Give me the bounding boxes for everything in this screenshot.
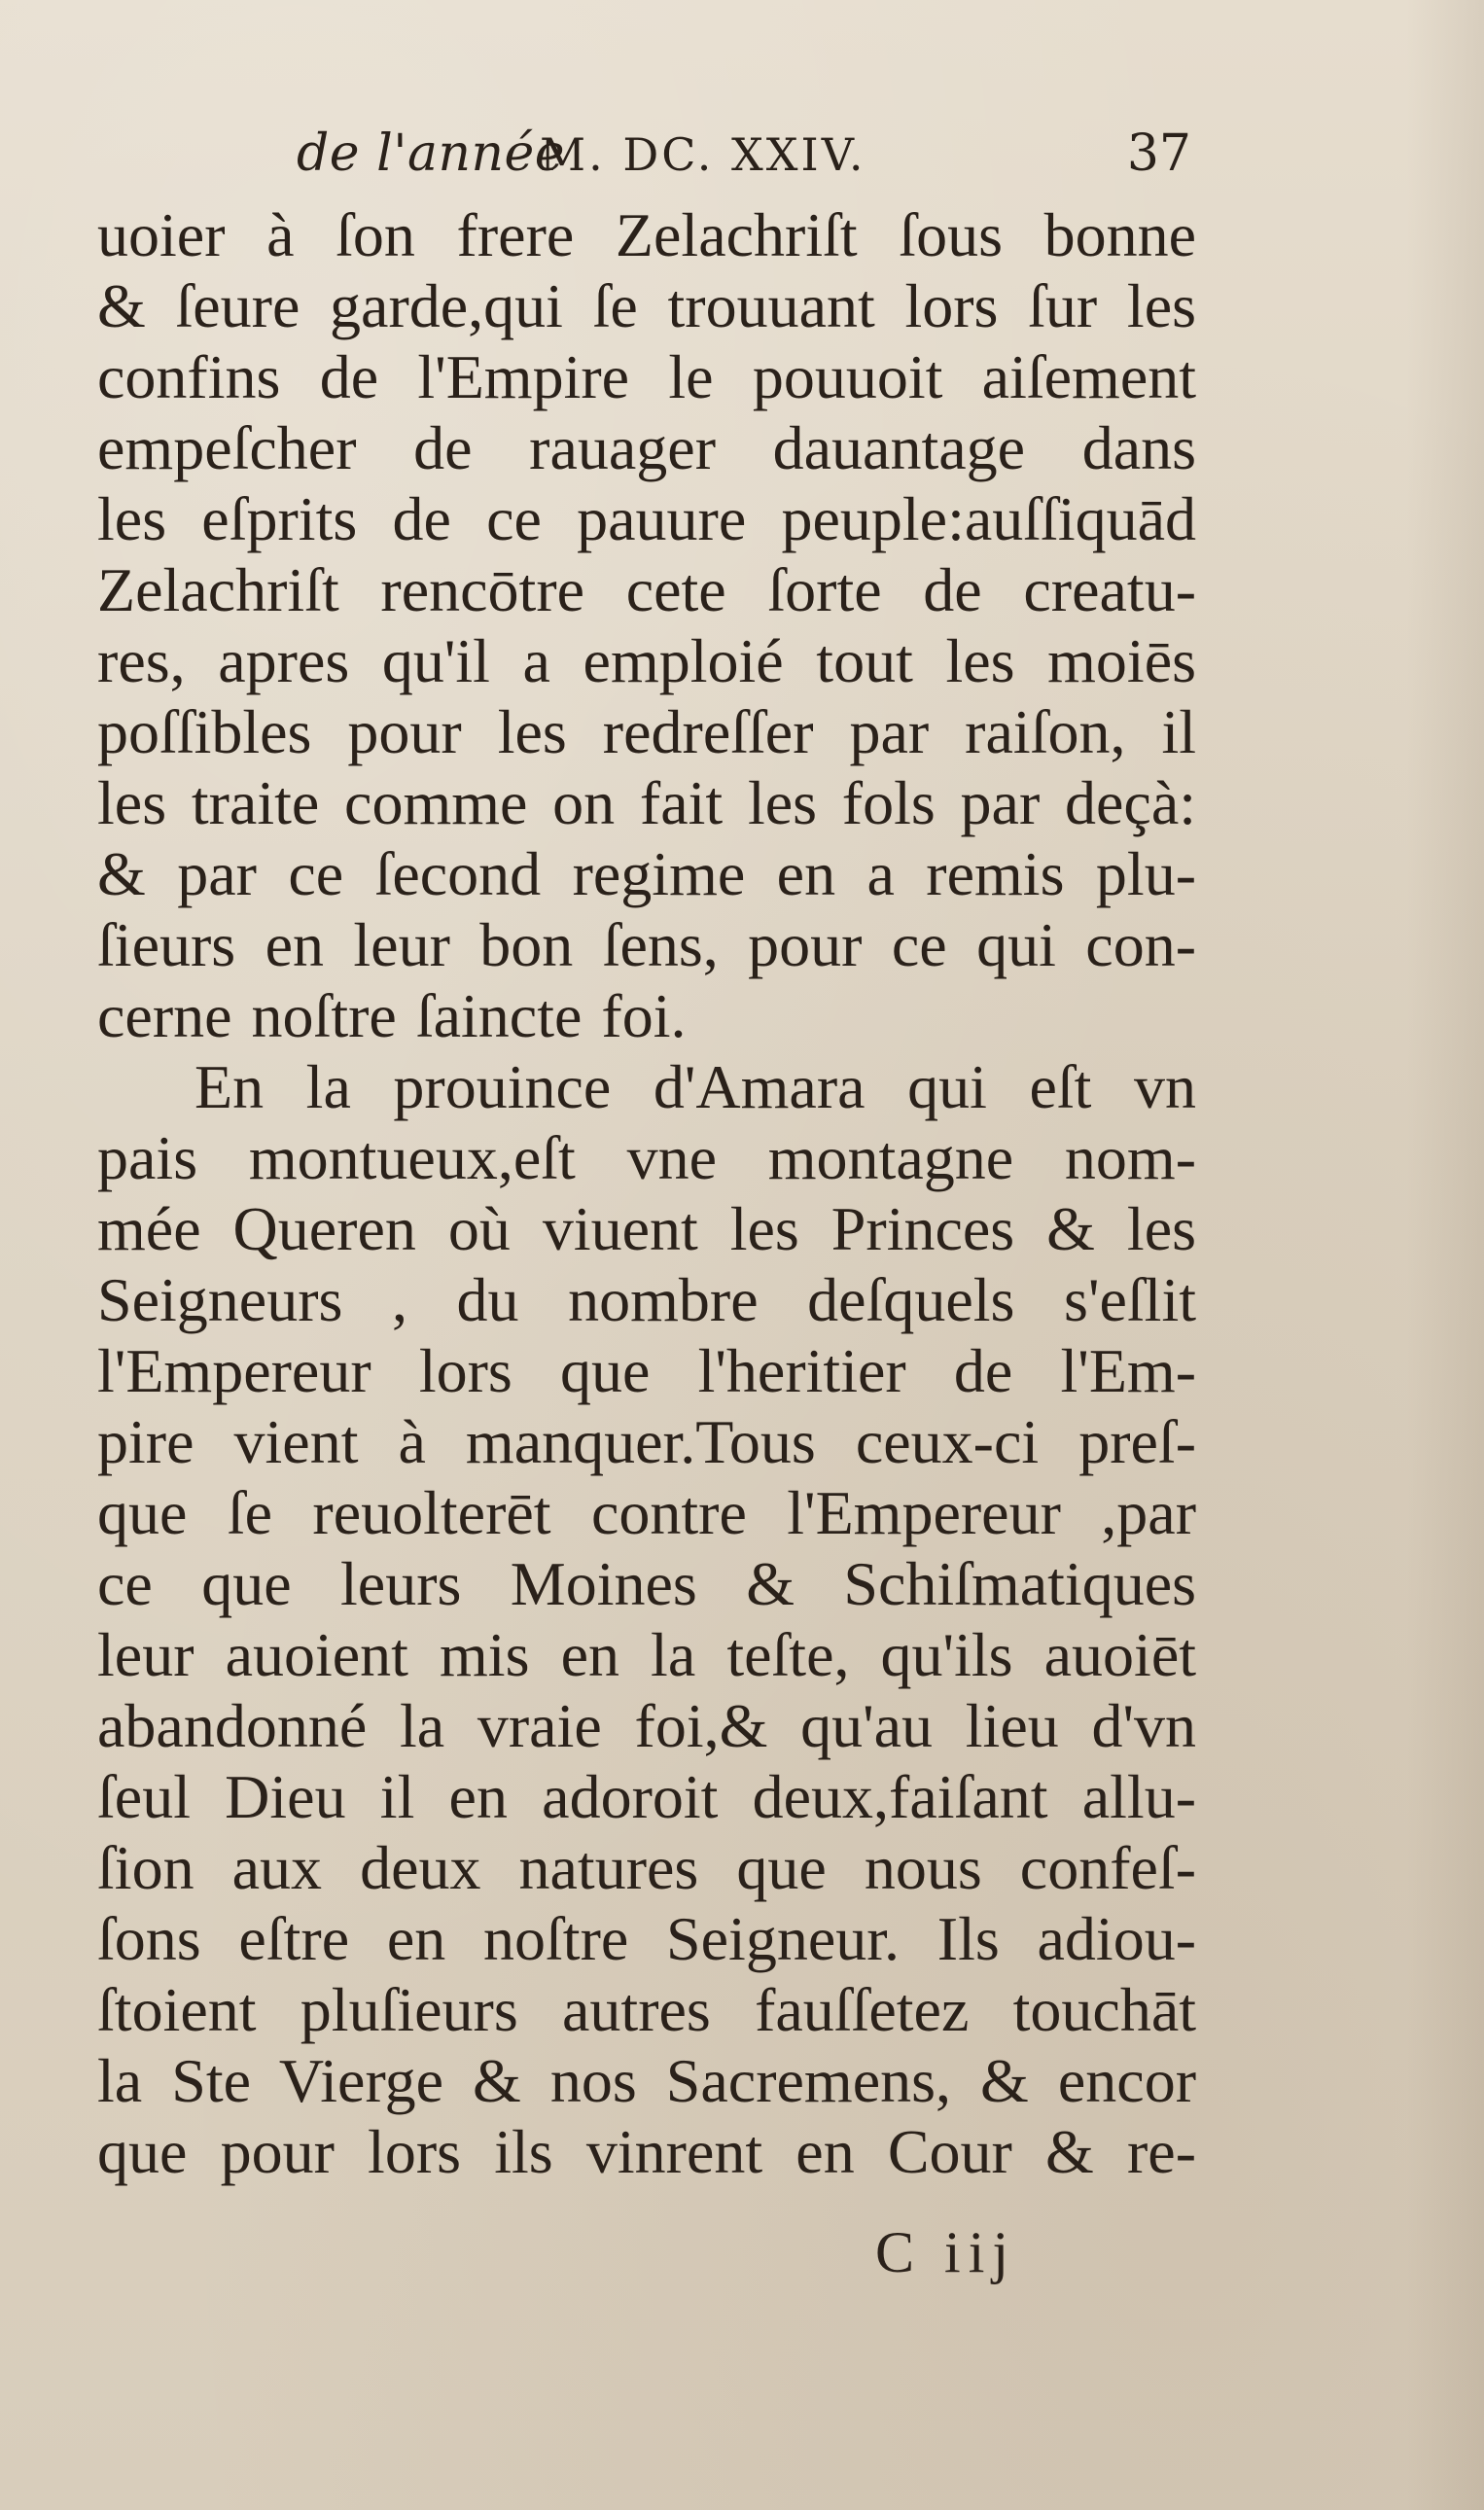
text-line: empeſcher de rauager dauantage dans [97, 413, 1196, 482]
text-line: Zelachriſt rencōtre cete ſorte de creatu- [97, 555, 1196, 624]
text-line: abandonné la vraie foi,& qu'au lieu d'vn [97, 1691, 1196, 1760]
text-line: ſion aux deux natures que nous confeſ- [97, 1833, 1196, 1902]
text-line: ſieurs en leur bon ſens, pour ce qui con- [97, 910, 1196, 979]
running-head-title: de l'année [297, 124, 566, 183]
text-line: cerne noſtre ſaincte foi. [97, 981, 687, 1050]
text-line: pire vient à manquer.Tous ceux-ci preſ- [97, 1407, 1196, 1476]
text-line: ſons eſtre en noſtre Seigneur. Ils adiou- [97, 1904, 1196, 1973]
text-line: les traite comme on fait les fols par deçà: [97, 768, 1196, 837]
text-line: & ſeure garde,qui ſe trouuant lors ſur les [97, 271, 1196, 340]
page-edge-shadow [1406, 0, 1484, 2510]
text-line: ſtoient pluſieurs autres fauſſetez touchāt [97, 1975, 1196, 2044]
page-number: 37 [1126, 124, 1191, 183]
text-line: & par ce ſecond regime en a remis plu- [97, 839, 1196, 908]
text-line: leur auoient mis en la teſte, qu'ils auoiēt [97, 1620, 1196, 1689]
text-line: ſeul Dieu il en adoroit deux,faiſant allu- [97, 1762, 1196, 1831]
running-head-date: M. DC. XXIV. [540, 128, 866, 181]
text-line: confins de l'Empire le pouuoit aiſement [97, 342, 1196, 411]
text-line: que pour lors ils vinrent en Cour & re- [97, 2117, 1196, 2186]
text-line: la Ste Vierge & nos Sacremens, & encor [97, 2046, 1196, 2115]
text-line: pais montueux,eſt vne montagne nom- [97, 1123, 1196, 1192]
running-head [297, 119, 1191, 189]
body-text [97, 199, 1196, 2187]
text-line: Seigneurs , du nombre deſquels s'eſlit [97, 1265, 1196, 1334]
text-line: uoier à ſon frere Zelachriſt ſous bonne [97, 200, 1196, 269]
text-line: que ſe reuolterēt contre l'Empereur ,par [97, 1478, 1196, 1547]
paragraph-first-line: En la prouince d'Amara qui eſt vn [194, 1052, 1196, 1121]
text-line: les eſprits de ce pauure peuple:auſſiquād [97, 484, 1196, 553]
text-line: ce que leurs Moines & Schiſmatiques [97, 1549, 1196, 1618]
text-line: poſſibles pour les redreſſer par raiſon, il [97, 697, 1196, 766]
text-line: res, apres qu'il a emploié tout les moiēs [97, 626, 1196, 695]
text-line: l'Empereur lors que l'heritier de l'Em- [97, 1336, 1196, 1405]
signature-mark: C iij [875, 2220, 1017, 2284]
text-line: mée Queren où viuent les Princes & les [97, 1194, 1196, 1263]
